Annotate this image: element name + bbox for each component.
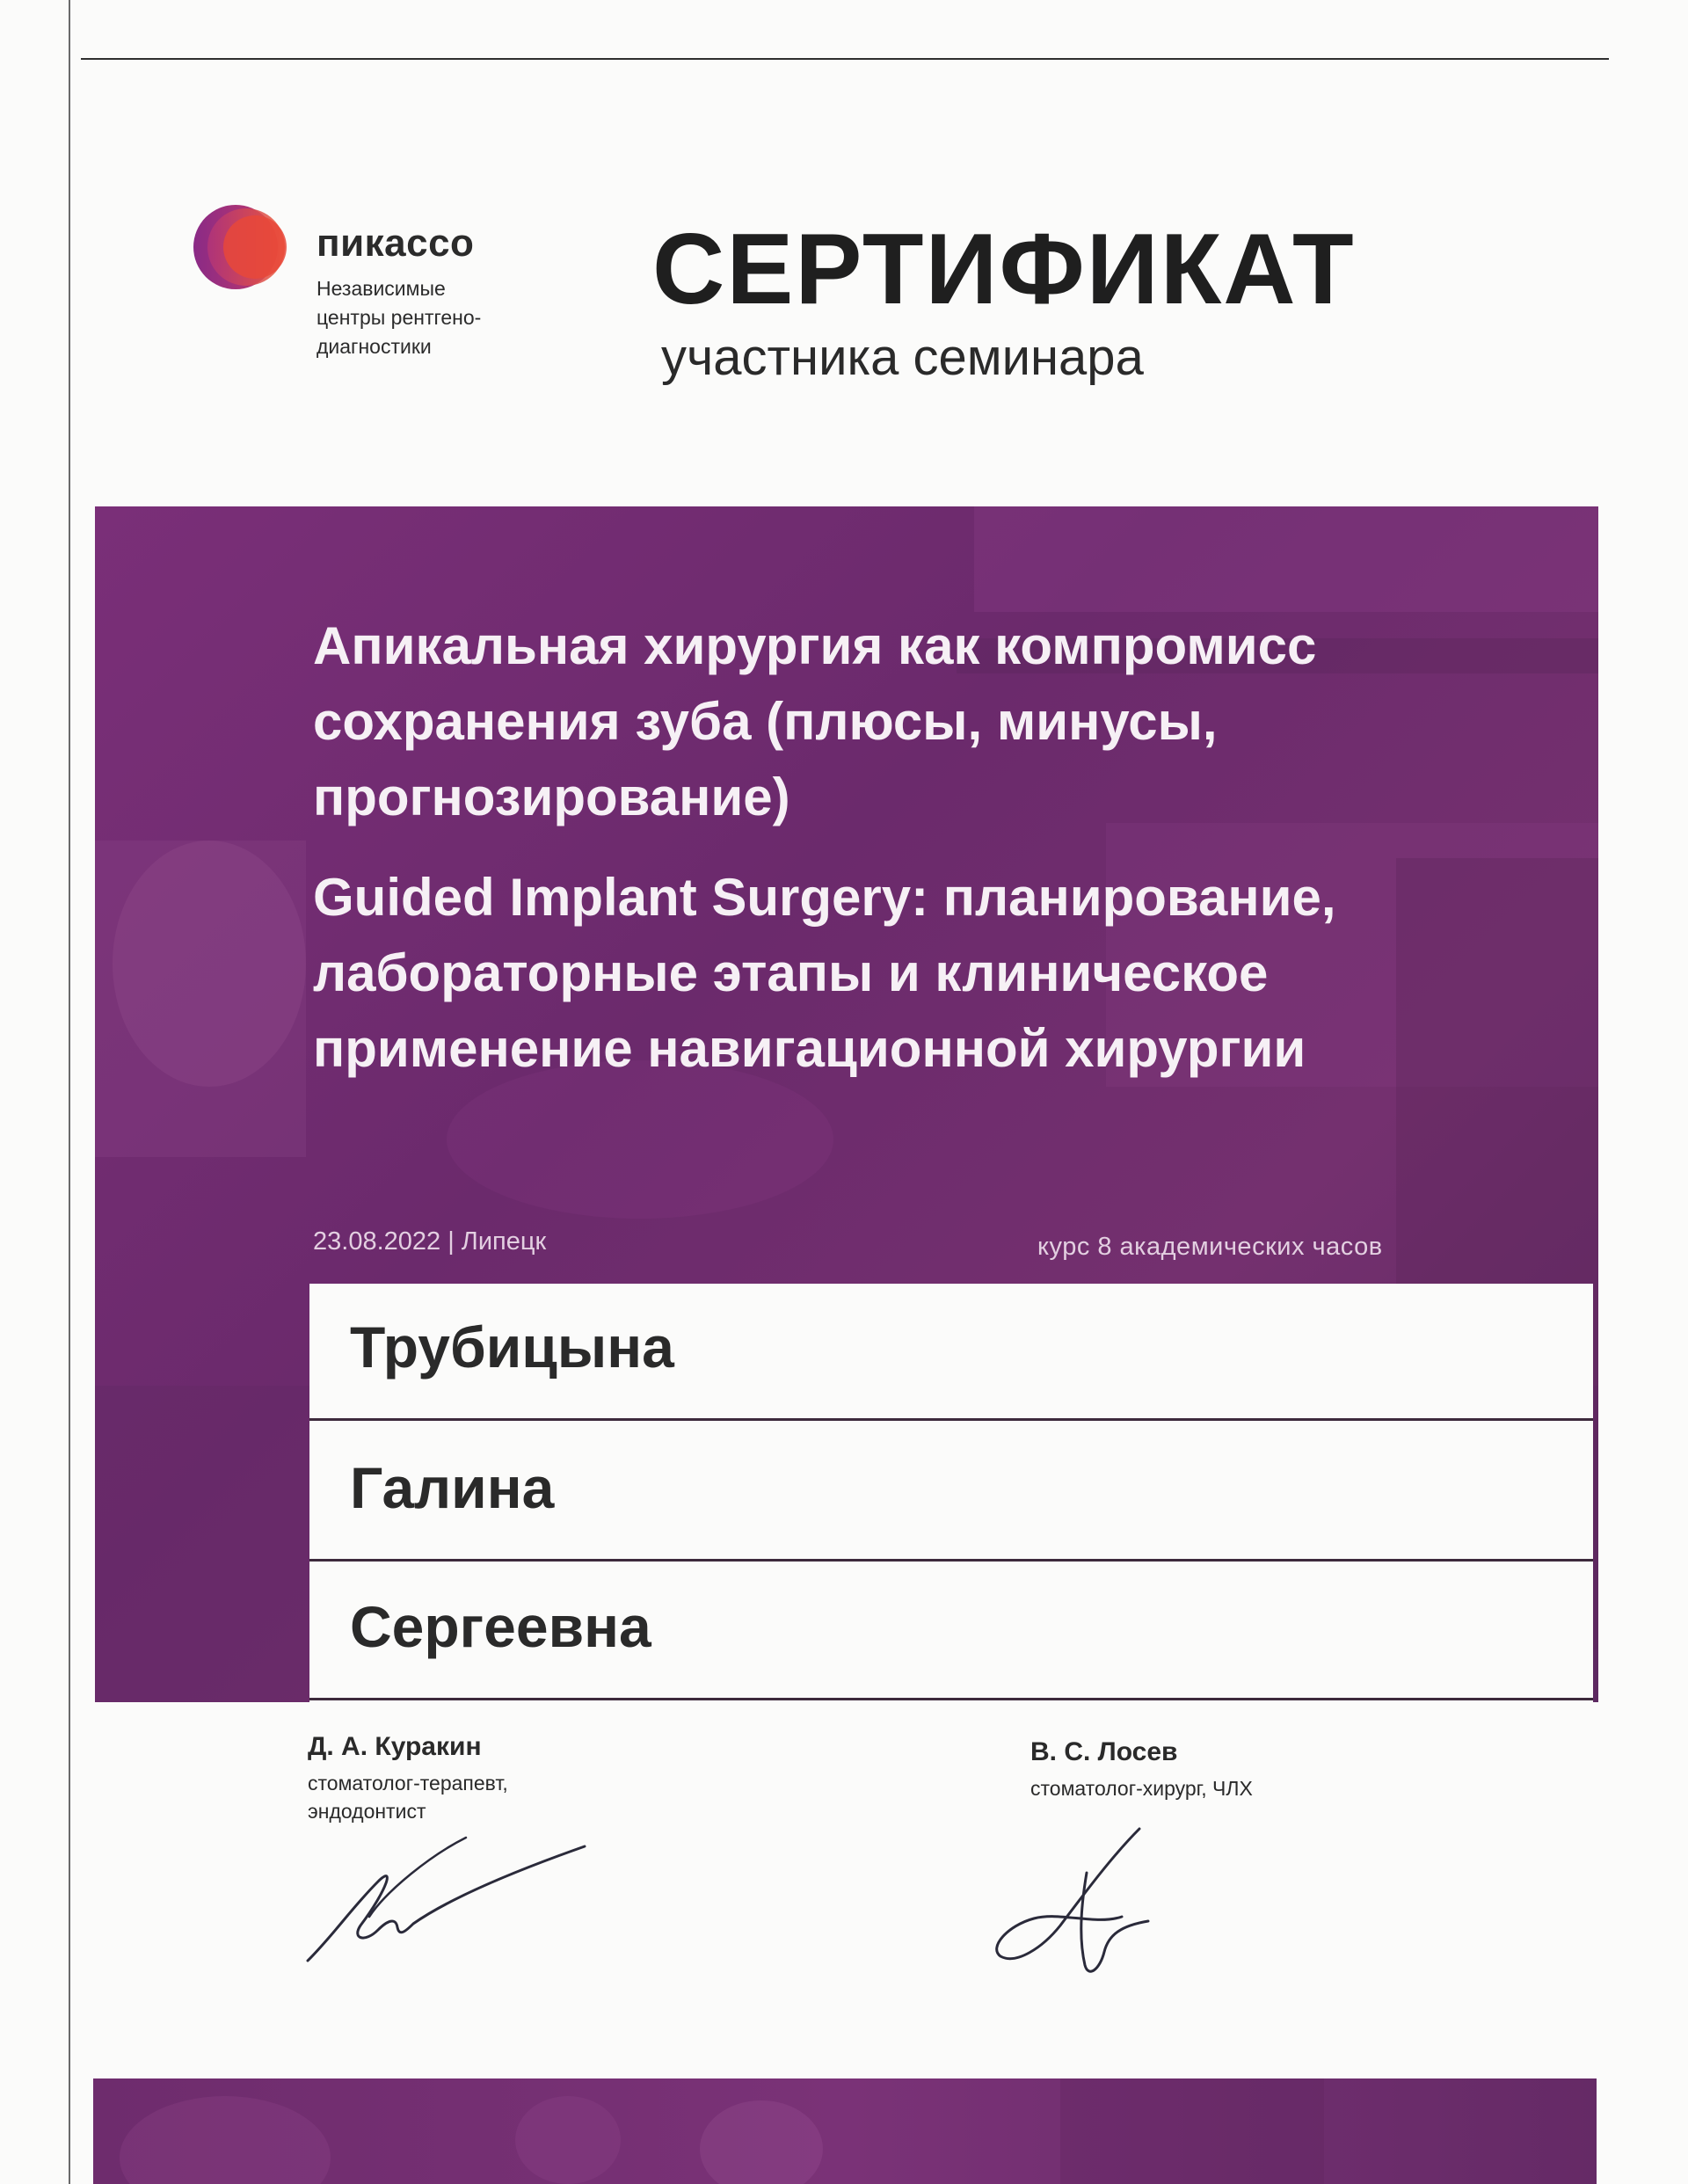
picasso-logo-icon [192, 199, 288, 295]
brand-name: пикассо [316, 222, 475, 265]
last-name-row [309, 1284, 1593, 1421]
course-title-line: лабораторные этапы и клиническое [313, 943, 1269, 1002]
signature-kurakin-icon [299, 1829, 598, 1969]
bottom-decorative-band [93, 2078, 1597, 2184]
course-title-line: применение навигационной хирургии [313, 1019, 1306, 1078]
signer-1 [308, 1732, 508, 1825]
first-name-row [309, 1424, 1593, 1562]
signer-2-name: В. С. Лосев [1030, 1737, 1178, 1766]
scan-edge-top [81, 58, 1609, 60]
course-duration: курс 8 академических часов [1037, 1233, 1383, 1261]
patronymic-row [309, 1563, 1593, 1700]
signature-losev-icon [990, 1820, 1183, 1987]
course-title-line: Апикальная хирургия как компромисс [313, 616, 1317, 675]
scan-edge-left [69, 0, 70, 2184]
last-name: Трубицына [350, 1314, 674, 1380]
signer-2-role: стоматолог-хирург, ЧЛХ [1030, 1777, 1253, 1800]
course-title-line: прогнозирование) [313, 768, 790, 826]
bottom-band-deco [93, 2078, 1597, 2184]
certificate-subtitle: участника семинара [661, 329, 1144, 386]
course-title-line: сохранения зуба (плюсы, минусы, [313, 692, 1218, 751]
first-name: Галина [350, 1455, 555, 1520]
participant-name-box [309, 1284, 1593, 1702]
patronymic: Сергеевна [350, 1594, 651, 1659]
brand-subtitle: Независимые центры рентгено- диагностики [316, 277, 482, 358]
certificate-title: СЕРТИФИКАТ [652, 214, 1356, 325]
date-place: 23.08.2022 | Липецк [313, 1227, 547, 1256]
course-title-block [313, 608, 1544, 1087]
signer-2 [1030, 1737, 1253, 1802]
course-title-line: Guided Implant Surgery: планирование, [313, 868, 1336, 927]
signer-1-name: Д. А. Куракин [308, 1732, 482, 1761]
signer-1-role: стоматолог-терапевт, эндодонтист [308, 1772, 508, 1823]
